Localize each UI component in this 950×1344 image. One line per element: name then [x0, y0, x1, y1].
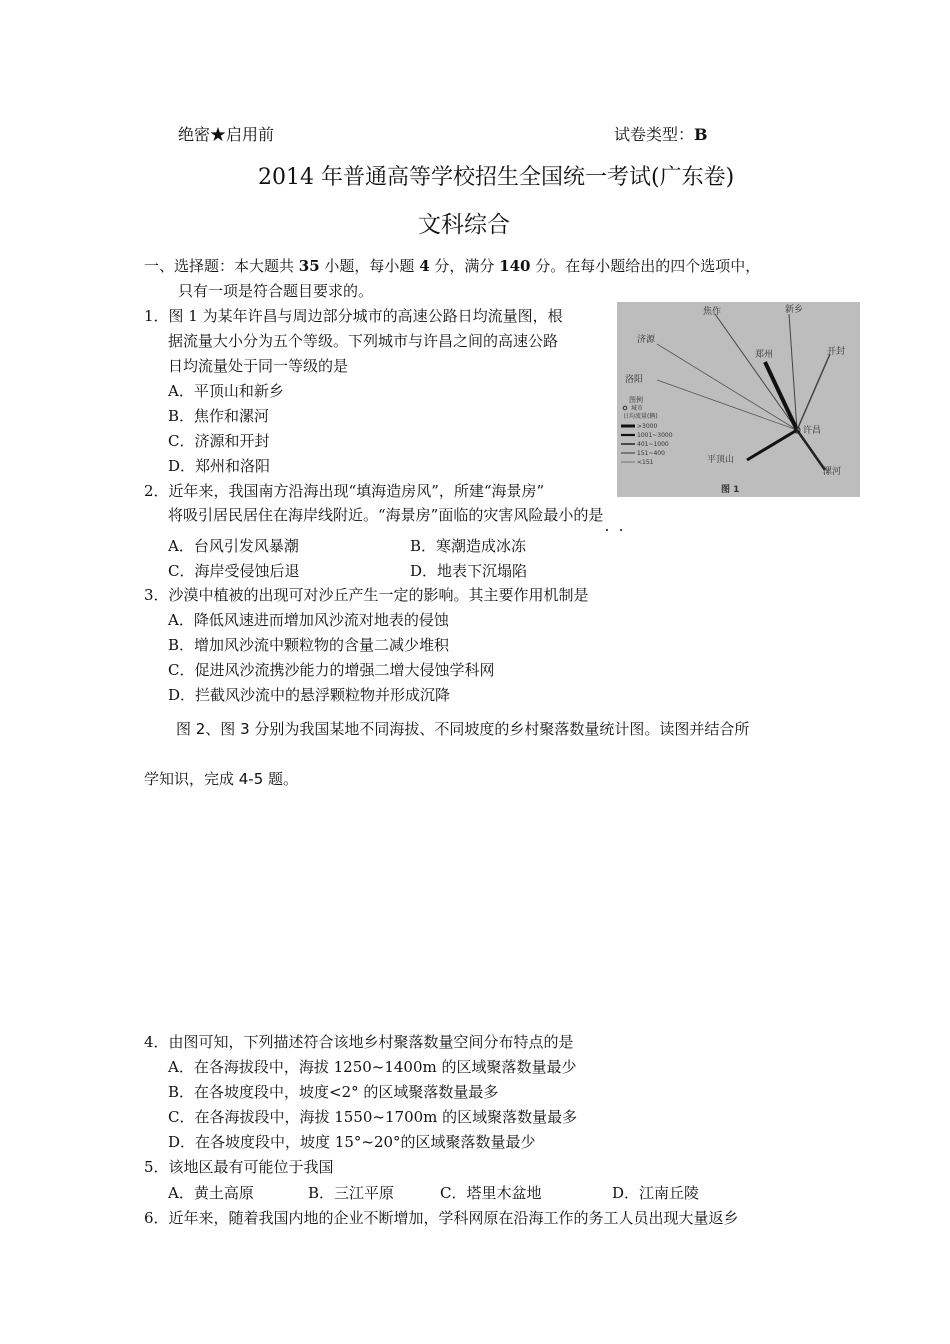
- q2-option-c: C．海岸受侵蚀后退: [168, 562, 300, 580]
- q5-option-b: B．三江平原: [308, 1184, 395, 1202]
- q2-text-1: 2．近年来，我国南方沿海出现“填海造房风”，所建“海景房”: [144, 482, 545, 500]
- legend-title: 图例: [629, 396, 643, 404]
- q1-text-1: 1．图 1 为某年许昌与周边部分城市的高速公路日均流量图，根: [144, 307, 563, 325]
- section-text-a: 一、选择题：本大题共: [144, 257, 299, 275]
- q2-text-2: 将吸引居民居住在海岸线附近。“海景房”面临的灾害风险最小的是: [168, 506, 604, 524]
- secret-mark: 绝密★启用前: [178, 125, 275, 144]
- q4-text-1: 4．由图可知，下列描述符合该地乡村聚落数量空间分布特点的是: [144, 1033, 574, 1051]
- question-count: 35: [298, 257, 320, 275]
- q5-option-c: C．塔里木盆地: [440, 1184, 542, 1202]
- q45-intro-2: 学知识，完成 4-5 题。: [144, 770, 299, 788]
- figure-1-svg: [617, 302, 860, 497]
- city-label-zhengzhou: 郑州: [755, 350, 774, 360]
- q1-text-2: 据流量大小分为五个等级。下列城市与许昌之间的高速公路: [168, 332, 559, 350]
- legend-flow-label: 日均流量(辆): [623, 413, 658, 420]
- figure-1-traffic-map: [617, 302, 860, 497]
- legend-level-3: 401~1000: [637, 441, 669, 448]
- q1-option-a: A．平顶山和新乡: [168, 382, 284, 400]
- emphasis-dot: [606, 529, 608, 531]
- q2-option-d: D．地表下沉塌陷: [410, 562, 528, 580]
- q1-option-d: D．郑州和洛阳: [168, 457, 271, 475]
- city-label-jiaozuo: 焦作: [703, 307, 722, 317]
- q5-option-a: A．黄土高原: [168, 1184, 254, 1202]
- points-each: 4: [419, 257, 430, 275]
- q1-option-c: C．济源和开封: [168, 432, 270, 450]
- section-text-b: 小题，每小题: [319, 257, 420, 275]
- q5-option-d: D．江南丘陵: [612, 1184, 700, 1202]
- section-instructions: [144, 254, 760, 279]
- paper-type-value: B: [694, 125, 708, 144]
- q45-intro-1: 图 2、图 3 分别为我国某地不同海拔、不同坡度的乡村聚落数量统计图。读图并结合所: [176, 720, 750, 738]
- q1-text-3: 日均流量处于同一等级的是: [168, 357, 349, 375]
- q1-option-b: B．焦作和漯河: [168, 407, 270, 425]
- q3-option-d: D．拦截风沙流中的悬浮颗粒物并形成沉降: [168, 686, 451, 704]
- legend-level-5: <151: [637, 459, 654, 466]
- section-text-d: 分。在每小题给出的四个选项中，: [530, 257, 761, 275]
- legend-level-1: >3000: [637, 423, 658, 430]
- section-text-c: 分，满分: [429, 257, 500, 275]
- total-points: 140: [499, 257, 531, 275]
- q2-option-a: A．台风引发风暴潮: [168, 537, 299, 555]
- q3-option-c: C．促进风沙流携沙能力的增强二增大侵蚀学科网: [168, 661, 495, 679]
- legend-city-label: 城市: [631, 405, 644, 412]
- q4-option-d: D．在各坡度段中，坡度 15°~20°的区域聚落数量最少: [168, 1133, 536, 1151]
- q6-text-1: 6．近年来，随着我国内地的企业不断增加，学科网原在沿海工作的务工人员出现大量返乡: [144, 1209, 739, 1227]
- emphasis-dot: [620, 529, 622, 531]
- city-label-xuchang: 许昌: [803, 426, 822, 436]
- q4-option-c: C．在各海拔段中，海拔 1550~1700m 的区域聚落数量最多: [168, 1108, 578, 1126]
- q5-text-1: 5．该地区最有可能位于我国: [144, 1158, 334, 1176]
- legend-level-4: 151~400: [637, 450, 665, 457]
- q3-option-b: B．增加风沙流中颗粒物的含量二减少堆积: [168, 636, 450, 654]
- q3-text-1: 3．沙漠中植被的出现可对沙丘产生一定的影响。其主要作用机制是: [144, 586, 589, 604]
- q3-option-a: A．降低风速进而增加风沙流对地表的侵蚀: [168, 611, 449, 629]
- city-label-xinxiang: 新乡: [785, 305, 804, 315]
- q2-option-b: B．寒潮造成冰冻: [410, 537, 527, 555]
- city-label-pingdingshan: 平顶山: [707, 455, 735, 465]
- legend-level-2: 1001~3000: [637, 432, 673, 439]
- city-label-luohe: 漯河: [823, 467, 842, 477]
- paper-type: [614, 122, 708, 145]
- q4-option-a: A．在各海拔段中，海拔 1250~1400m 的区域聚落数量最少: [168, 1058, 577, 1076]
- city-label-luoyang: 洛阳: [625, 375, 644, 385]
- q4-option-b: B．在各坡度段中，坡度<2° 的区域聚落数量最多: [168, 1083, 499, 1101]
- paper-type-label: 试卷类型：: [614, 125, 695, 144]
- city-label-jiyuan: 济源: [637, 335, 656, 345]
- figure-1-caption: 图 1: [721, 485, 740, 495]
- section-instructions-2: 只有一项是符合题目要求的。: [178, 282, 374, 300]
- page-title: 2014 年普通高等学校招生全国统一考试(广东卷): [258, 165, 735, 190]
- city-label-kaifeng: 开封: [827, 347, 846, 357]
- page-subtitle: 文科综合: [418, 212, 510, 238]
